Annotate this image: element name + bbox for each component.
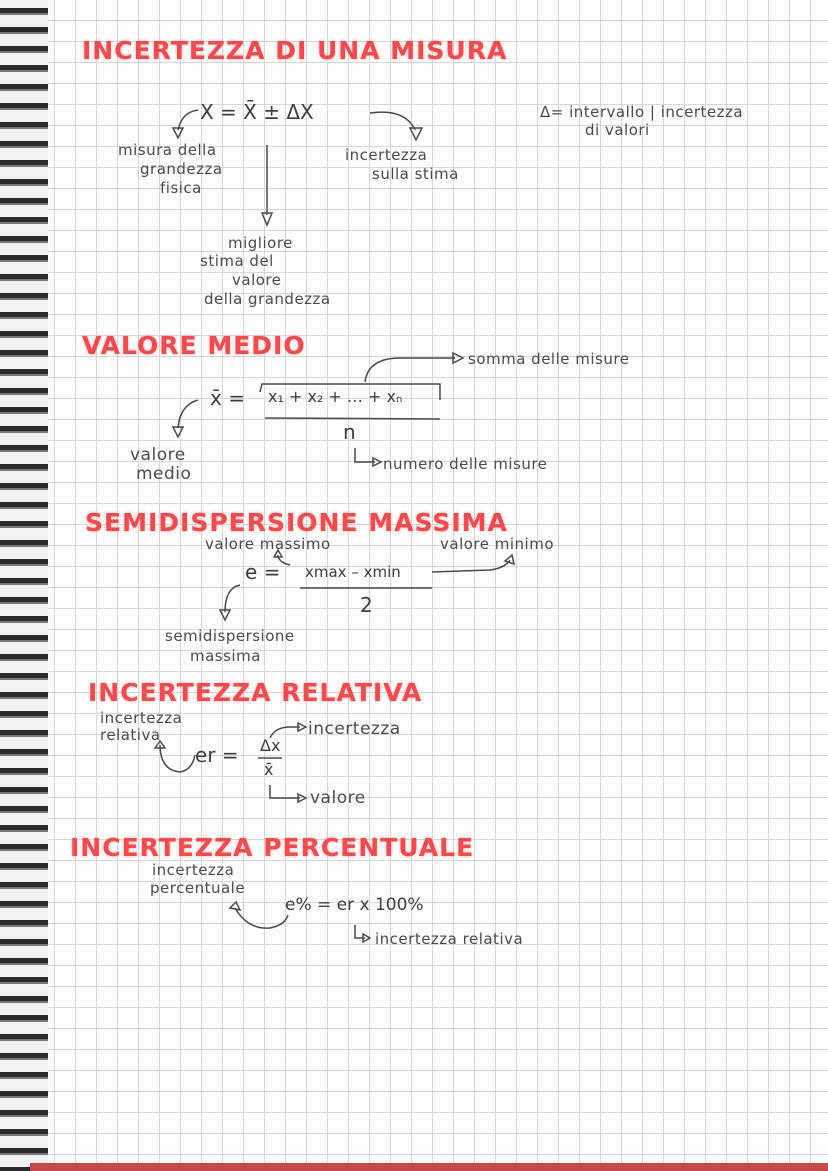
label-incertezza: incertezza <box>308 719 401 739</box>
label-semidispersione: massima <box>190 647 261 665</box>
label-incertezza: sulla stima <box>372 165 459 183</box>
label-incertezza: incertezza <box>345 146 428 164</box>
label-stima: valore <box>232 271 282 289</box>
formula-semidisp-numerator: xmax – xmin <box>305 563 401 581</box>
label-valore-medio: medio <box>136 464 192 484</box>
label-misura: misura della <box>118 141 217 159</box>
formula-media-numerator: x₁ + x₂ + … + xₙ <box>268 387 403 406</box>
label-incertezza-relativa: incertezza <box>100 709 183 727</box>
formula-semidisp-lhs: e = <box>245 560 281 584</box>
heading-incertezza-percentuale: INCERTEZZA PERCENTUALE <box>70 833 475 862</box>
heading-incertezza-misura: INCERTEZZA DI UNA MISURA <box>82 36 508 65</box>
heading-valore-medio: VALORE MEDIO <box>82 331 306 360</box>
label-semidispersione: semidispersione <box>165 627 295 645</box>
label-incertezza-percentuale: incertezza <box>152 861 235 879</box>
label-incertezza-percentuale: percentuale <box>150 879 246 897</box>
formula-percentuale: e% = er x 100% <box>285 895 424 915</box>
label-numero: numero delle misure <box>383 455 548 473</box>
note-delta: Δ= intervallo | incertezza <box>540 103 744 121</box>
label-valore-medio: valore <box>130 445 186 465</box>
label-stima: della grandezza <box>204 290 331 308</box>
label-valore-massimo: valore massimo <box>205 535 331 553</box>
heading-incertezza-relativa: INCERTEZZA RELATIVA <box>88 678 423 707</box>
formula-media-denominator: n <box>343 420 356 444</box>
label-valore: valore <box>310 788 366 808</box>
formula-relativa-numerator: Δx <box>260 736 281 755</box>
label-stima: stima del <box>200 252 274 270</box>
label-incertezza-relativa-er: incertezza relativa <box>375 930 524 948</box>
formula-misura: X = X̄ ± ΔX <box>200 100 314 124</box>
heading-semidispersione: SEMIDISPERSIONE MASSIMA <box>85 508 508 537</box>
label-valore-minimo: valore minimo <box>440 535 554 553</box>
label-misura: fisica <box>160 179 202 197</box>
formula-relativa-denominator: x̄ <box>264 760 274 779</box>
formula-relativa-lhs: er = <box>195 743 239 767</box>
label-incertezza-relativa: relativa <box>100 726 161 744</box>
label-misura: grandezza <box>140 160 223 178</box>
formula-media-lhs: x̄ = <box>210 386 245 410</box>
label-somma: somma delle misure <box>468 350 630 368</box>
formula-semidisp-denominator: 2 <box>360 593 373 617</box>
label-stima: migliore <box>228 234 293 252</box>
note-delta-2: di valori <box>585 121 650 139</box>
